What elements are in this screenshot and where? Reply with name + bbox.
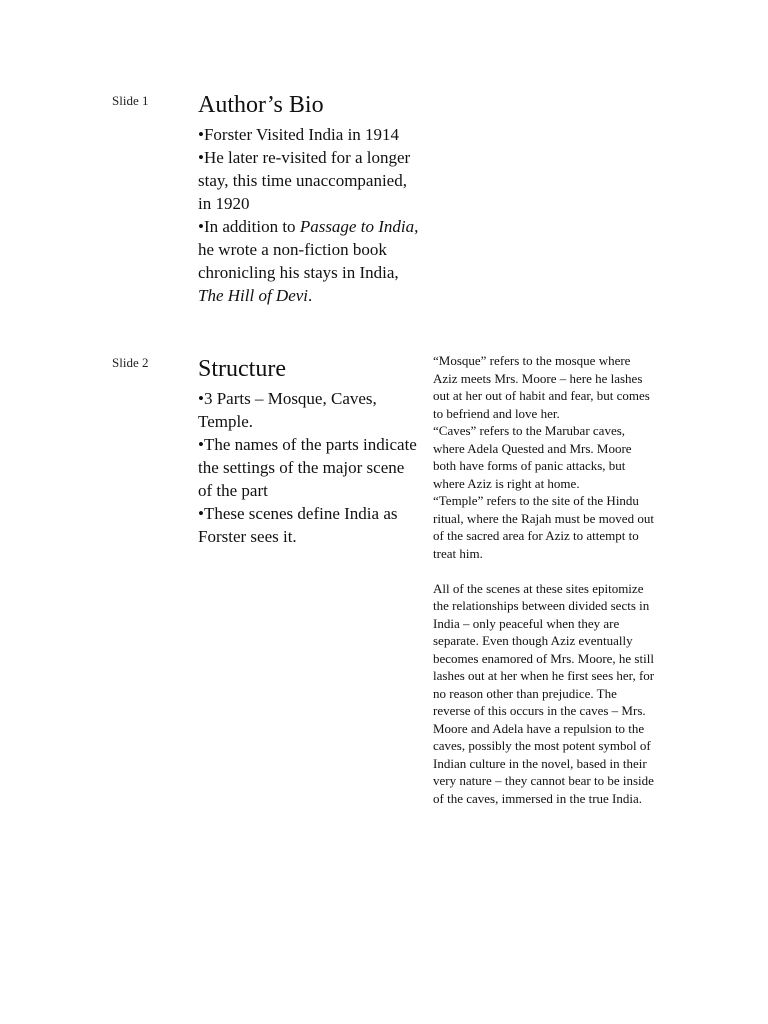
slide-1-title: Author’s Bio	[198, 92, 324, 118]
slide-2-title: Structure	[198, 356, 286, 382]
bullet-item	[198, 215, 420, 307]
notes-paragraph: “Mosque” refers to the mosque where Aziz meets Mrs. Moore – here he lashes out at her out of habit and fear, but comes to befriend and love her.	[433, 353, 650, 421]
bullet-text: •He later re-visited for a longer stay, this time unaccompanied, in 1920	[198, 148, 411, 213]
slide-2-notes	[433, 352, 655, 807]
bullet-item	[198, 502, 420, 548]
slide-1-bullets	[198, 123, 420, 307]
bullet-item	[198, 433, 420, 502]
bullet-item	[198, 123, 420, 146]
bullet-item	[198, 387, 420, 433]
bullet-text: •Forster Visited India in 1914	[198, 125, 400, 144]
slide-1-content	[198, 90, 420, 307]
notes-paragraph: “Temple” refers to the site of the Hindu ritual, where the Rajah must be moved out of the sacred area for Aziz to attempt to treat him.	[433, 493, 654, 561]
bullet-text: •These scenes define India as Forster sees it.	[198, 504, 398, 546]
bullet-text: •The names of the parts indicate the settings of the major scene of the part	[198, 435, 417, 500]
slide-2-label: Slide 2	[112, 355, 149, 370]
notes-spacer	[433, 562, 655, 580]
bullet-text: •In addition to	[198, 217, 300, 236]
bullet-text: .	[308, 286, 313, 305]
slide-1-label: Slide 1	[112, 93, 149, 108]
italic-title-text: Passage to India	[299, 217, 415, 236]
slide-2-content	[198, 354, 420, 548]
bullet-text: , he wrote a non-fiction book chronicling his stays in India,	[198, 217, 419, 282]
notes-paragraph: “Caves” refers to the Marubar caves, where Adela Quested and Mrs. Moore both have forms of panic attacks, but where Aziz is right at home.	[433, 423, 632, 491]
italic-title-text: The Hill of Devi	[198, 286, 309, 305]
bullet-text: •3 Parts – Mosque, Caves, Temple.	[198, 389, 377, 431]
slide-2-bullets	[198, 387, 420, 548]
bullet-item	[198, 146, 420, 215]
notes-paragraph: All of the scenes at these sites epitomize the relationships between divided sects in India – only peaceful when they are separate. Even though Aziz eventually becomes enamored of Mrs. Moore, he still lashes out at her when he first sees her, for no reason other than prejudice. The reverse of this occurs in the caves – Mrs. Moore and Adela have a repulsion to the caves, possibly the most potent symbol of Indian culture in the novel, based in their very nature – they cannot bear to be inside of the caves, immersed in the true India.	[433, 580, 655, 806]
